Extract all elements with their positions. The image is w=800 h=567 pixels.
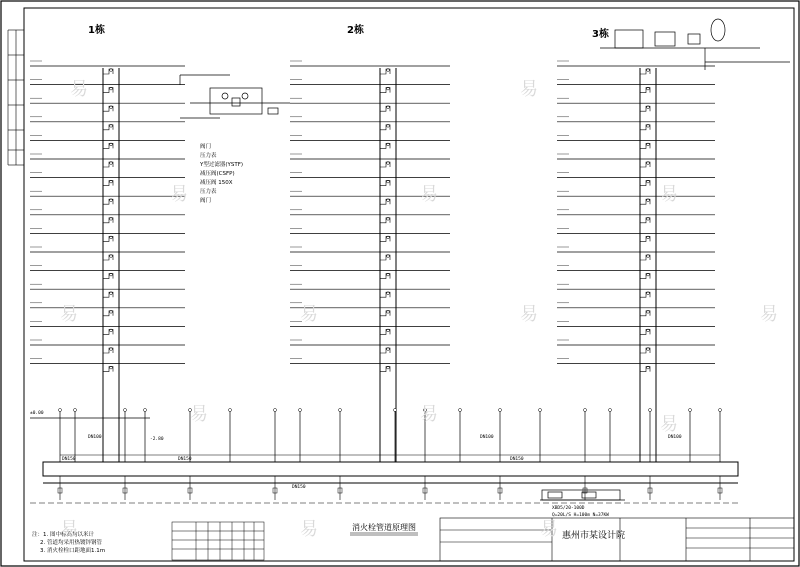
outer-border — [1, 1, 799, 566]
valve-icon — [299, 409, 302, 412]
riser-pipes — [103, 68, 656, 462]
note-1: 注：1. 图中标高均以米计 — [32, 532, 94, 538]
valve-icon — [459, 409, 462, 412]
pump-spec-label: Q=20L/S H=100m N=37KW — [552, 513, 609, 518]
legend-item: 压力表 — [200, 153, 217, 159]
legend-item: 阀门 — [200, 144, 212, 150]
inner-border — [24, 8, 794, 561]
valve-icon — [59, 409, 62, 412]
watermark: 易 — [420, 404, 438, 425]
drawing-title: 消火栓管道原理图 — [352, 523, 416, 532]
valve-icon — [274, 409, 277, 412]
watermark: 易 — [60, 304, 78, 325]
valve-icon — [719, 409, 722, 412]
watermark: 易 — [520, 304, 538, 325]
watermark: 易 — [660, 414, 678, 435]
valve-icon — [584, 409, 587, 412]
legend-item: 减压阀(CSFP) — [200, 171, 235, 177]
level-low-label: -2.80 — [150, 437, 164, 442]
riser-label-3: DN100 — [668, 435, 682, 440]
fire-pump-set — [540, 490, 625, 500]
branch-drops — [58, 409, 722, 501]
legend-item: 压力表 — [200, 189, 217, 195]
legend-item: Y型过滤器(YSTF) — [200, 162, 244, 168]
pipe-label-main-2: DN150 — [178, 457, 192, 462]
building-1-label: 1栋 — [88, 25, 105, 36]
watermark: 易 — [660, 184, 678, 205]
valve-icon — [689, 409, 692, 412]
level-ground-label: ±0.00 — [30, 411, 44, 416]
valve-icon — [229, 409, 232, 412]
legend-item: 减压阀 150X — [200, 180, 233, 186]
prv-assembly — [180, 75, 290, 118]
riser-label-1: DN100 — [88, 435, 102, 440]
valve-icon — [144, 409, 147, 412]
watermark: 易 — [760, 304, 778, 325]
valve-icon — [649, 409, 652, 412]
valve-icon — [499, 409, 502, 412]
watermark: 易 — [300, 519, 318, 540]
valve-icon — [539, 409, 542, 412]
valve-icon — [74, 409, 77, 412]
pump-model-label: XBD5/20-100D — [552, 506, 585, 511]
pipe-label-main-3: DN150 — [292, 485, 306, 490]
pipe-label-main-1: DN150 — [62, 457, 76, 462]
valve-icon — [124, 409, 127, 412]
watermark: 易 — [190, 404, 208, 425]
roof-tank-building-3 — [600, 19, 790, 70]
watermark: 易 — [70, 79, 88, 100]
watermark: 易 — [300, 304, 318, 325]
building-2-label: 2栋 — [347, 25, 364, 36]
riser-label-2: DN100 — [480, 435, 494, 440]
distribution-mains — [30, 418, 740, 503]
valve-icon — [609, 409, 612, 412]
note-3: 3. 消火栓栓口距地面1.1m — [40, 548, 106, 554]
watermark: 易 — [420, 184, 438, 205]
valve-icon — [339, 409, 342, 412]
legend-item: 阀门 — [200, 198, 212, 204]
watermark: 易 — [170, 184, 188, 205]
watermark-layer — [60, 79, 778, 540]
watermark: 易 — [520, 79, 538, 100]
legend-list — [199, 142, 243, 204]
watermark: 易 — [60, 519, 78, 540]
pipe-label-main-4: DN150 — [510, 457, 524, 462]
watermark: 易 — [540, 519, 558, 540]
binding-strip — [8, 30, 24, 165]
floor-lines — [30, 61, 715, 372]
company-name: 惠州市某设计院 — [562, 531, 626, 541]
valve-icon — [394, 409, 397, 412]
symbol-table — [172, 522, 264, 560]
building-3-label: 3栋 — [592, 29, 609, 40]
note-2: 2. 管道均采用热镀锌钢管 — [40, 540, 102, 546]
